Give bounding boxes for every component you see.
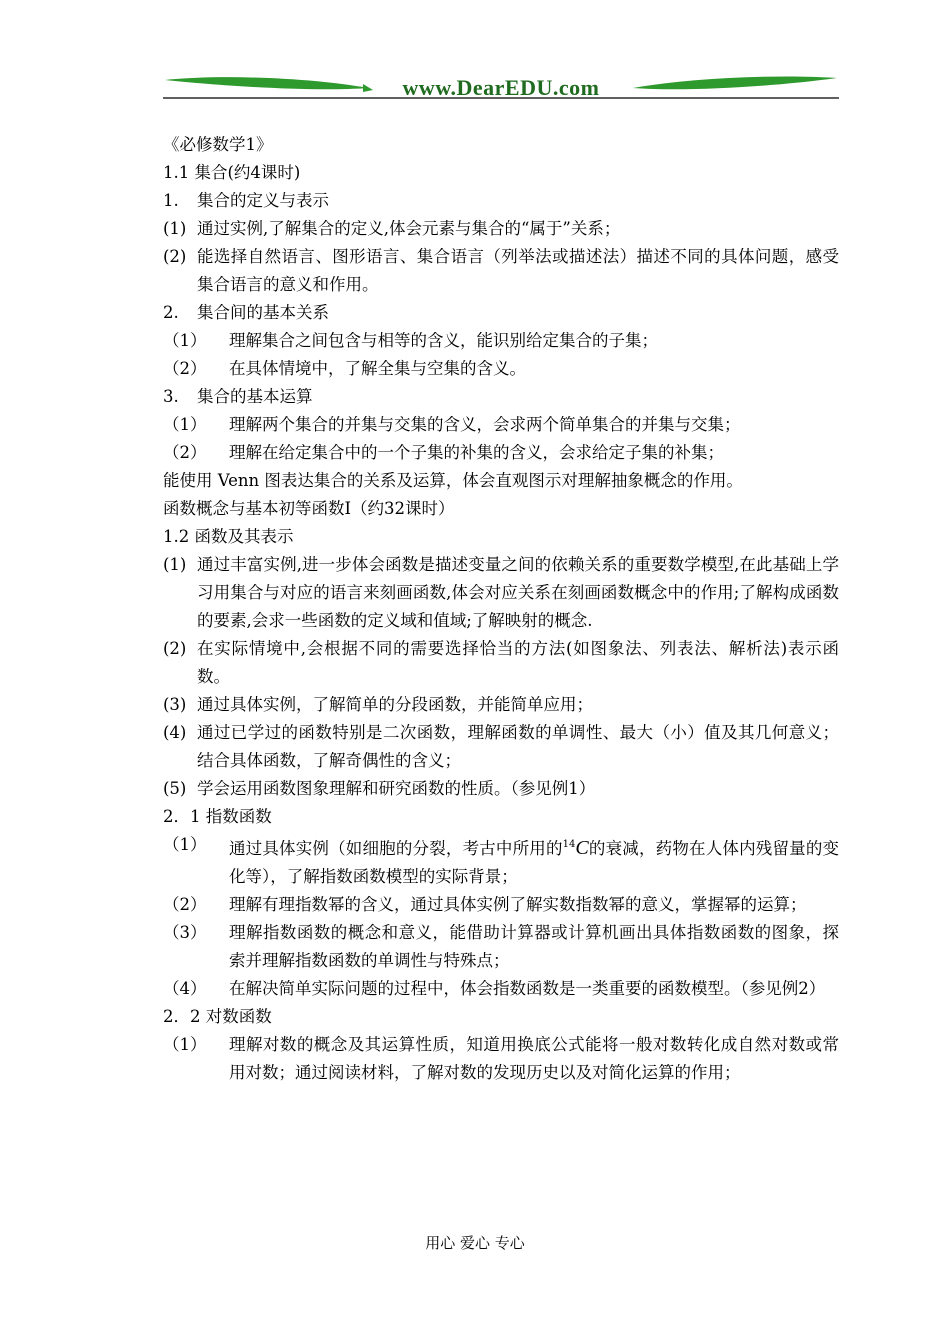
list-item-number: （2）	[163, 359, 207, 378]
list-item	[163, 891, 839, 919]
list-item-text: 理解有理指数幂的含义，通过具体实例了解实数指数幂的意义，掌握幂的运算；	[229, 895, 807, 914]
section-heading-1-1: 1.1 集合(约4课时)	[163, 163, 301, 182]
list-item-text: 通过具体实例，了解简单的分段函数，并能简单应用；	[197, 695, 593, 714]
section-heading-2-1: 2．1 指数函数	[163, 807, 272, 826]
list-item	[163, 919, 839, 975]
subheading-number: 2.	[163, 303, 179, 322]
list-item-text: 通过实例,了解集合的定义,体会元素与集合的“属于”关系；	[197, 219, 621, 238]
list-item	[163, 355, 839, 383]
list-item	[163, 719, 839, 775]
subheading-text: 集合的基本运算	[197, 387, 313, 406]
section-heading-1-2: 1.2 函数及其表示	[163, 527, 294, 546]
list-item-text-part: 的衰减，药物在人体内残留量的变化等），了解指数函数模型的实际背景；	[229, 839, 840, 886]
list-item-text: 在解决简单实际问题的过程中，体会指数函数是一类重要的函数模型。（参见例2）	[229, 979, 826, 998]
list-item-number: （1）	[163, 331, 207, 350]
list-item-number: （1）	[163, 1035, 207, 1054]
list-item-text: 能选择自然语言、图形语言、集合语言（列举法或描述法）描述不同的具体问题，感受集合语言的意义和作用。	[197, 247, 839, 294]
list-item-text: 理解两个集合的并集与交集的含义，会求两个简单集合的并集与交集；	[229, 415, 741, 434]
subheading-1	[163, 187, 839, 215]
list-item-text: 理解在给定集合中的一个子集的补集的含义，会求给定子集的补集；	[229, 443, 724, 462]
list-item-text: 在具体情境中，了解全集与空集的含义。	[229, 359, 526, 378]
list-item	[163, 243, 839, 299]
list-item-text: 理解指数函数的概念和意义，能借助计算器或计算机画出具体指数函数的图象，探索并理解指数函数的单调性与特殊点；	[229, 923, 839, 970]
list-item	[163, 1031, 839, 1087]
list-item-number: (2)	[163, 247, 187, 266]
chapter-heading-functions: 函数概念与基本初等函数Ⅰ（约32课时）	[163, 499, 455, 518]
list-item	[163, 691, 839, 719]
carbon-symbol: C	[575, 837, 589, 859]
list-item-number: (3)	[163, 695, 187, 714]
list-item-number: （4）	[163, 979, 207, 998]
book-title: 《必修数学1》	[163, 135, 273, 154]
list-item-number: （1）	[163, 835, 207, 854]
list-item	[163, 439, 839, 467]
list-item-text: 学会运用函数图象理解和研究函数的性质。（参见例1）	[197, 779, 596, 798]
document-body	[163, 131, 839, 1087]
list-item	[163, 411, 839, 439]
list-item-text	[229, 831, 839, 891]
list-item-number: (1)	[163, 555, 187, 574]
venn-paragraph: 能使用 Venn 图表达集合的关系及运算，体会直观图示对理解抽象概念的作用。	[163, 471, 743, 490]
subheading-3	[163, 383, 839, 411]
subheading-number: 3.	[163, 387, 179, 406]
list-item	[163, 327, 839, 355]
subheading-text: 集合的定义与表示	[197, 191, 329, 210]
subheading-number: 1.	[163, 191, 179, 210]
list-item-number: (5)	[163, 779, 187, 798]
subheading-2	[163, 299, 839, 327]
list-item	[163, 775, 839, 803]
list-item	[163, 215, 839, 243]
isotope-superscript: 14	[562, 839, 576, 850]
list-item	[163, 831, 839, 891]
list-item-text: 通过丰富实例,进一步体会函数是描述变量之间的依赖关系的重要数学模型,在此基础上学习用集合与对应的语言来刻画函数,体会对应关系在刻画函数概念中的作用;了解构成函数的要素,会求一些函数的定义域和值域;了解映射的概念.	[197, 555, 839, 630]
subheading-text: 集合间的基本关系	[197, 303, 329, 322]
list-item-number: （2）	[163, 895, 207, 914]
page-header	[163, 70, 839, 104]
list-item-text: 在实际情境中,会根据不同的需要选择恰当的方法(如图象法、列表法、解析法)表示函数。	[197, 639, 839, 686]
site-logo[interactable]: www.DearEDU.com	[402, 75, 600, 100]
list-item	[163, 975, 839, 1003]
section-heading-2-2: 2．2 对数函数	[163, 1007, 272, 1026]
list-item-text: 理解对数的概念及其运算性质，知道用换底公式能将一般对数转化成自然对数或常用对数；通过阅读材料，了解对数的发现历史以及对简化运算的作用；	[229, 1035, 839, 1082]
list-item-number: (1)	[163, 219, 187, 238]
page-footer: 用心 爱心 专心	[425, 1234, 525, 1252]
list-item-number: (4)	[163, 723, 187, 742]
list-item-number: （3）	[163, 923, 207, 942]
list-item-text-part: 通过具体实例（如细胞的分裂，考古中所用的	[229, 839, 563, 858]
list-item-text: 通过已学过的函数特别是二次函数，理解函数的单调性、最大（小）值及其几何意义；结合具体函数，了解奇偶性的含义；	[197, 723, 839, 770]
list-item-text: 理解集合之间包含与相等的含义，能识别给定集合的子集；	[229, 331, 658, 350]
list-item-number: (2)	[163, 639, 187, 658]
list-item	[163, 635, 839, 691]
list-item-number: （2）	[163, 443, 207, 462]
list-item-number: （1）	[163, 415, 207, 434]
list-item	[163, 551, 839, 635]
